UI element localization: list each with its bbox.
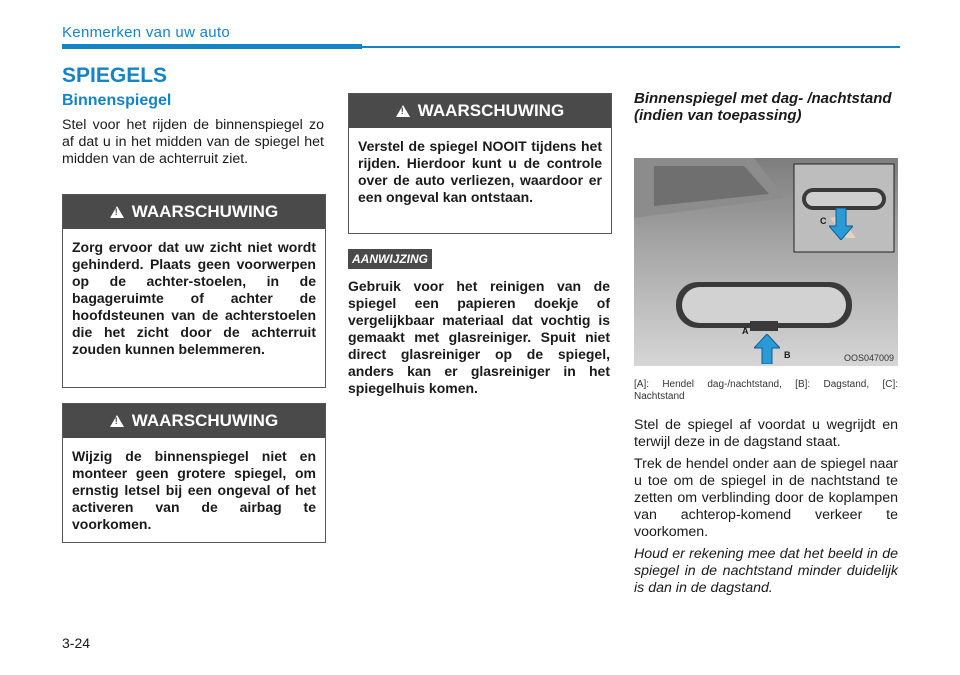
feature-title: Binnenspiegel met dag- /nachtstand (indien van toepassing) xyxy=(634,90,892,124)
section-title: SPIEGELS xyxy=(62,64,168,87)
header-bar xyxy=(62,44,362,49)
warning-icon xyxy=(110,206,124,218)
paragraph-1: Stel de spiegel af voordat u wegrijdt en terwijl deze in de dagstand staat. xyxy=(634,417,898,450)
warning-box-3 xyxy=(348,93,612,234)
intro-paragraph: Stel voor het rijden de binnenspiegel zo af dat u in het midden van de spiegel het midden van de achterruit ziet. xyxy=(62,117,324,167)
arrow-up-icon xyxy=(754,334,780,364)
warning-header xyxy=(349,94,611,128)
mirror-figure xyxy=(634,158,898,366)
note-tag: AANWIJZING xyxy=(348,249,432,269)
warning-box-2 xyxy=(62,403,326,543)
chapter-title: Kenmerken van uw auto xyxy=(62,24,231,41)
warning-box-1 xyxy=(62,194,326,388)
label-a: A xyxy=(742,326,749,336)
warning-text: Wijzig de binnenspiegel niet en monteer geen grotere spiegel, om ernstig letsel bij een ongeval of het activeren van de airbag te voorkomen. xyxy=(72,448,316,532)
page-number: 3-24 xyxy=(62,635,91,651)
subsection-title: Binnenspiegel xyxy=(62,92,172,109)
arrow-up-icon xyxy=(829,208,853,240)
label-b: B xyxy=(784,350,791,360)
warning-label: WAARSCHUWING xyxy=(417,101,565,120)
warning-label: WAARSCHUWING xyxy=(131,202,279,221)
paragraph-3: Houd er rekening mee dat het beeld in de spiegel in de nachtstand minder duidelijk is dan in de dagstand. xyxy=(634,546,898,596)
warning-text: Zorg ervoor dat uw zicht niet wordt gehinderd. Plaats geen voorwerpen op de achter-stoelen, in de bagageruimte of achter de hoofdsteunen van de achterstoelen die het zicht door de achterruit zouden kunnen belemmeren. xyxy=(72,239,316,357)
warning-header xyxy=(63,195,325,229)
warning-header xyxy=(63,404,325,438)
warning-icon xyxy=(110,415,124,427)
warning-text: Verstel de spiegel NOOIT tijdens het rijden. Hierdoor kunt u de controle over de auto verliezen, waardoor er een ongeval kan ontstaan. xyxy=(358,138,602,205)
figure-code: OOS047009 xyxy=(843,353,894,363)
paragraph-2: Trek de hendel onder aan de spiegel naar u toe om de spiegel in de nachtstand te zetten om verblinding door de koplampen van achterop-komend verkeer te voorkomen. xyxy=(634,456,898,540)
label-c: C xyxy=(820,216,827,226)
warning-icon xyxy=(396,105,410,117)
warning-label: WAARSCHUWING xyxy=(131,411,279,430)
note-text: Gebruik voor het reinigen van de spiegel een papieren doekje of vergelijkbaar materiaal dat vochtig is gemaakt met glasreiniger. Spuit niet direct glasreiniger op de spiegel, anders kan er glasreiniger in het spiegelhuis komen. xyxy=(348,278,610,396)
figure-caption: [A]: Hendel dag-/nachtstand, [B]: Dagstand, [C]: Nachtstand xyxy=(634,379,898,402)
header-rule xyxy=(362,46,900,48)
